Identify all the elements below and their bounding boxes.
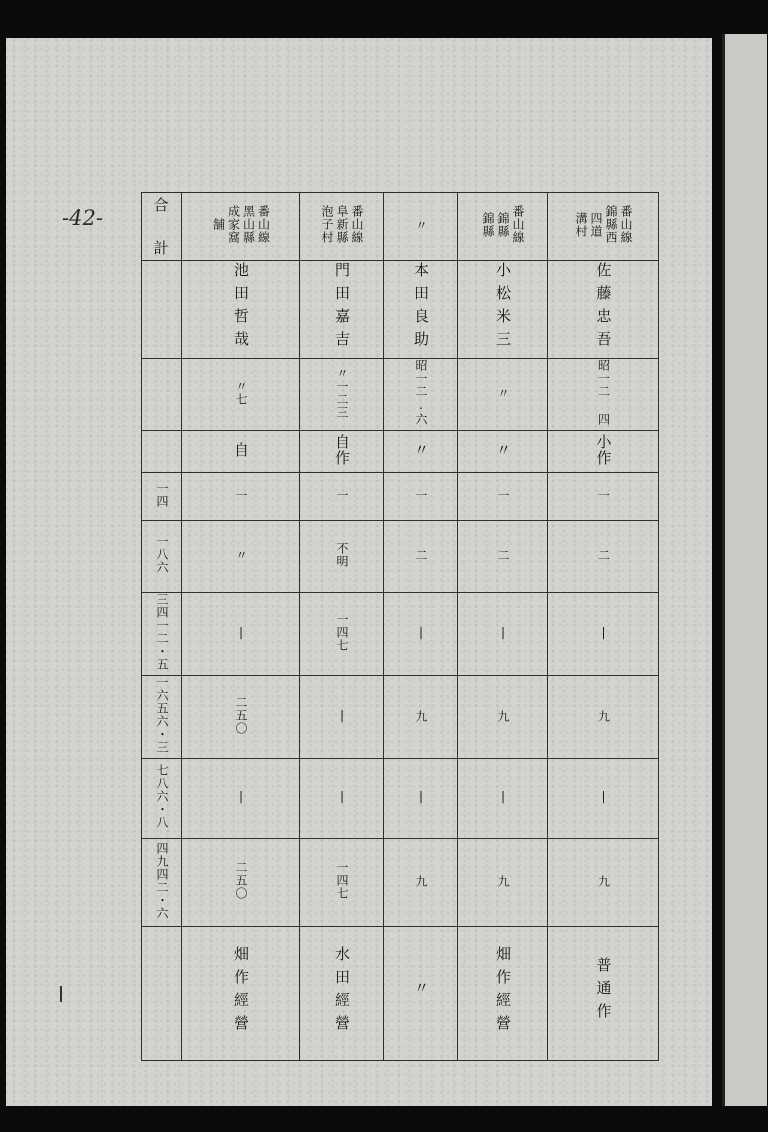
total-value: 四九四二・六: [155, 841, 169, 920]
cell-date: [548, 359, 659, 431]
date-value: 〃一二三: [335, 366, 349, 419]
address-line: 黑山縣: [241, 205, 256, 244]
table-row: [142, 431, 659, 473]
cell-type: [458, 431, 548, 473]
address-line: 錦縣西: [604, 205, 618, 244]
c7-value: 九: [496, 709, 510, 723]
cell-c4: [300, 473, 384, 521]
c8-value: |: [496, 789, 510, 804]
cell-date: [384, 359, 458, 431]
address-line: 溝村: [574, 211, 588, 238]
cell-note: [384, 927, 458, 1061]
cell-c7: [182, 676, 300, 759]
c5-value: 二: [496, 549, 510, 562]
table-row: [142, 261, 659, 359]
c6-value: |: [414, 624, 428, 640]
cell-c4: [182, 473, 300, 521]
total-cell: [142, 593, 182, 676]
type-value: 〃: [412, 441, 430, 458]
cell-c5: [182, 521, 300, 593]
address-line: 錦縣: [496, 211, 510, 238]
cell-c8: [548, 759, 659, 839]
address: [212, 205, 270, 244]
cell-addr: [548, 193, 659, 261]
cell-name: [548, 261, 659, 359]
cell-c6: [548, 593, 659, 676]
margin-mark: [60, 986, 62, 1002]
cell-name: [458, 261, 548, 359]
name-value: 小松米三: [494, 261, 512, 354]
address-line: 番山線: [350, 205, 364, 244]
page-number: -42-: [62, 206, 103, 230]
c8-value: |: [596, 789, 611, 804]
total-cell: [142, 521, 182, 593]
c8-value: |: [335, 789, 349, 804]
address-line: 錦縣: [481, 211, 495, 238]
c9-value: 九: [414, 875, 428, 888]
cell-c4: [458, 473, 548, 521]
cell-note: [182, 927, 300, 1061]
note-value: 水田經營: [333, 945, 351, 1038]
address: [320, 205, 363, 244]
total-cell: [142, 359, 182, 431]
cell-c6: [458, 593, 548, 676]
c9-value: 一四七: [335, 861, 349, 900]
cell-c7: [300, 676, 384, 759]
total-value: 一六五六・三: [155, 676, 169, 754]
date-value: 〃: [496, 387, 510, 400]
cell-c9: [458, 839, 548, 927]
address: [414, 219, 427, 232]
cell-c8: [182, 759, 300, 839]
c7-value: |: [335, 707, 349, 723]
total-value: 七八六・八: [155, 764, 169, 829]
cell-note: [300, 927, 384, 1061]
address-line: 番山線: [619, 205, 633, 244]
address-line: 成家窩: [226, 205, 241, 244]
total-value: 一八六: [155, 535, 169, 574]
note-value: 畑作經營: [494, 945, 512, 1038]
address-line: 番山線: [256, 205, 271, 244]
c5-value: 不明: [335, 541, 349, 568]
cell-c5: [458, 521, 548, 593]
table-row: [142, 473, 659, 521]
total-header-line: 合: [153, 195, 170, 214]
cell-c5: [384, 521, 458, 593]
cell-note: [548, 927, 659, 1061]
c9-value: 九: [496, 875, 510, 888]
type-value: 自: [232, 441, 250, 458]
cell-c8: [300, 759, 384, 839]
cell-c7: [384, 676, 458, 759]
cell-c5: [300, 521, 384, 593]
total-cell: [142, 759, 182, 839]
cell-date: [458, 359, 548, 431]
cell-c9: [384, 839, 458, 927]
total-cell: [142, 473, 182, 521]
total-cell: [142, 261, 182, 359]
c4-value: 一: [596, 489, 611, 502]
address-line: 舗: [211, 218, 226, 231]
cell-c6: [384, 593, 458, 676]
address-line: 〃: [414, 219, 428, 232]
c6-value: 一四七: [335, 612, 349, 652]
c5-value: 〃: [234, 549, 248, 562]
total-cell: [142, 431, 182, 473]
cell-c7: [458, 676, 548, 759]
cell-date: [300, 359, 384, 431]
address: [481, 205, 524, 244]
total-cell: [142, 927, 182, 1061]
cell-addr: [458, 193, 548, 261]
cell-c6: [182, 593, 300, 676]
cell-note: [458, 927, 548, 1061]
total-header: [153, 197, 169, 257]
address-line: 四道: [589, 211, 603, 238]
c6-value: |: [234, 624, 248, 640]
table-row: [142, 927, 659, 1061]
cell-c9: [548, 839, 659, 927]
c8-value: |: [234, 789, 248, 804]
c9-value: 九: [596, 875, 611, 888]
cell-c7: [548, 676, 659, 759]
address: [574, 205, 632, 244]
c4-value: 一: [234, 489, 248, 502]
date-value: 〃七: [234, 379, 248, 406]
type-value: 小作: [594, 433, 613, 466]
cell-name: [182, 261, 300, 359]
date-value: 昭一二.六: [414, 359, 428, 426]
settler-table: [141, 192, 659, 1061]
c8-value: |: [414, 789, 428, 804]
c6-value: |: [596, 624, 611, 640]
total-cell: [142, 839, 182, 927]
type-value: 自作: [333, 433, 351, 466]
c5-value: 二: [414, 549, 428, 562]
cell-c8: [458, 759, 548, 839]
cell-type: [548, 431, 659, 473]
table-row: [142, 593, 659, 676]
c5-value: 二: [596, 549, 611, 562]
cell-type: [384, 431, 458, 473]
type-value: 〃: [494, 441, 512, 458]
cell-name: [300, 261, 384, 359]
c6-value: |: [496, 624, 510, 640]
total-cell: [142, 193, 182, 261]
c7-value: 九: [596, 709, 611, 723]
total-header-line: 計: [153, 238, 170, 257]
table-row: [142, 759, 659, 839]
c4-value: 一: [414, 489, 428, 502]
cell-c6: [300, 593, 384, 676]
address-line: 泡子村: [320, 205, 334, 244]
table-row: [142, 839, 659, 927]
name-value: 佐藤忠吾: [594, 261, 613, 354]
cell-c8: [384, 759, 458, 839]
cell-c5: [548, 521, 659, 593]
cell-c4: [548, 473, 659, 521]
c4-value: 一: [335, 489, 349, 502]
cell-type: [182, 431, 300, 473]
cell-addr: [300, 193, 384, 261]
cell-c9: [182, 839, 300, 927]
cell-name: [384, 261, 458, 359]
cell-date: [182, 359, 300, 431]
c7-value: 九: [414, 709, 428, 723]
c9-value: 二五〇: [234, 861, 248, 900]
address-line: 番山線: [511, 205, 525, 244]
cell-addr: [182, 193, 300, 261]
total-value: 一四: [155, 481, 169, 508]
address-line: 阜新縣: [335, 205, 349, 244]
table-row: [142, 359, 659, 431]
cell-c9: [300, 839, 384, 927]
adjacent-page-edge: [722, 34, 767, 1106]
c4-value: 一: [496, 489, 510, 502]
name-value: 本田良助: [412, 261, 430, 354]
table-row: [142, 521, 659, 593]
name-value: 門田嘉吉: [333, 261, 351, 354]
c7-value: 二五〇: [234, 695, 248, 735]
table-row: [142, 193, 659, 261]
total-cell: [142, 676, 182, 759]
note-value: 畑作經營: [232, 945, 250, 1038]
cell-addr: [384, 193, 458, 261]
note-value: 〃: [412, 980, 430, 1003]
total-value: 三四一二・五: [155, 593, 169, 671]
note-value: 普通作: [594, 957, 613, 1026]
cell-type: [300, 431, 384, 473]
date-value: 昭一二 四: [596, 359, 611, 426]
table-row: [142, 676, 659, 759]
name-value: 池田哲哉: [232, 261, 250, 354]
cell-c4: [384, 473, 458, 521]
